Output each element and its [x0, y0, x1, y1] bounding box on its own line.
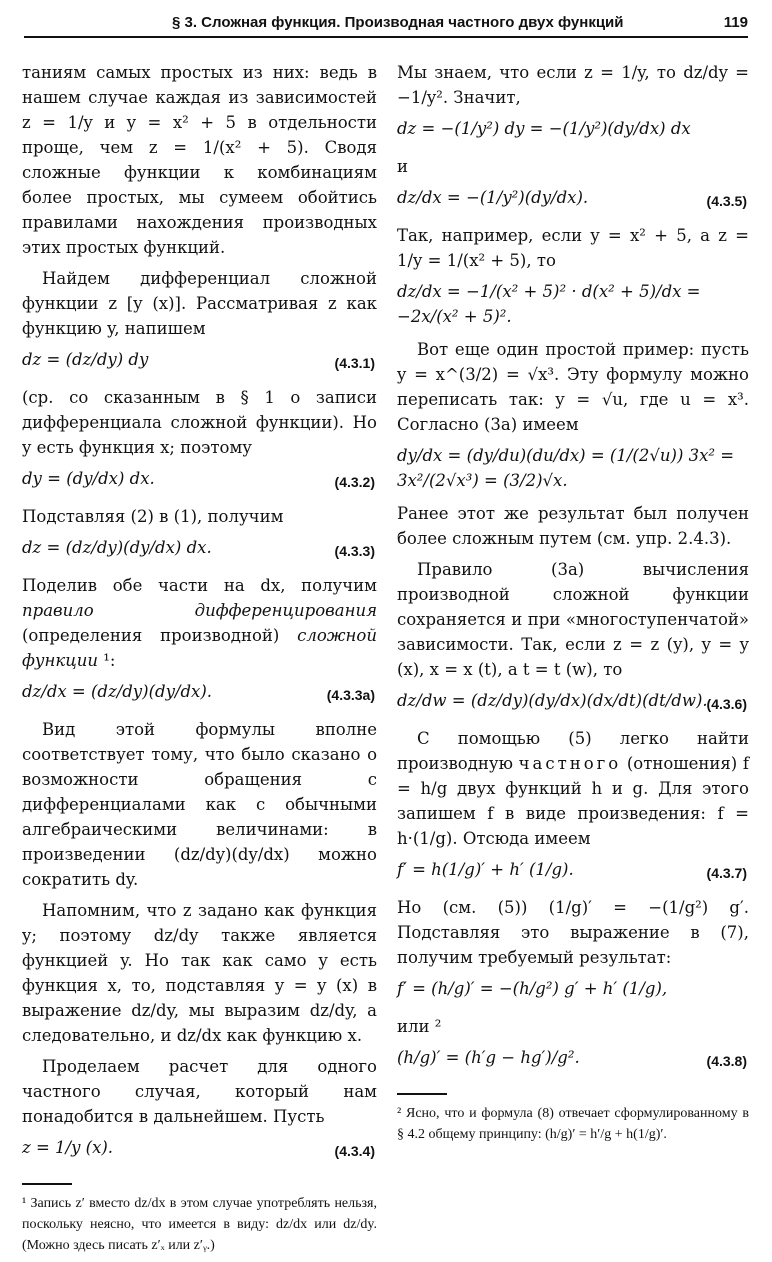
- equation-4-3-7: f′ = h(1/g)′ + h′ (1/g). (4.3.7): [397, 857, 749, 887]
- equation-4-3-4: z = 1/y (x). (4.3.4): [22, 1135, 377, 1165]
- paragraph: Мы знаем, что если z = 1/y, то dz/dy = −1/y². Значит,: [397, 63, 749, 107]
- paragraph: Вот еще один простой пример: пусть y = x^(3/2) = √x³. Эту формулу можно переписать так: y = √u, где u = x³. Согласно (3а) имеем: [397, 340, 749, 434]
- equation-4-3-5: dz/dx = −(1/y²)(dy/dx). (4.3.5): [397, 185, 749, 215]
- section-title: § 3. Сложная функция. Производная частного двух функций: [172, 14, 624, 31]
- equation: dy/dx = (dy/du)(du/dx) = (1/(2√u)) 3x² = 3x²/(2√x³) = (3/2)√x.: [397, 446, 735, 490]
- paragraph: Найдем дифференциал сложной функции z [y (x)]. Рассматривая z как функцию y, напишем: [22, 269, 377, 338]
- equation-4-3-8: (h/g)′ = (h′g − hg′)/g². (4.3.8): [397, 1045, 749, 1075]
- paragraph: таниям самых простых из них: ведь в нашем случае каждая из зависимостей z = 1/y и y = x² + 5 в отдельности проще, чем z = 1/(x² + 5). Сводя сложные функции к комбинациям более простых, мы сумеем обойтись правилами нахождения производных этих простых функций.: [22, 63, 377, 257]
- paragraph: (ср. со сказанным в § 1 о записи дифференциала сложной функции). Но y есть функция x; поэтому: [22, 388, 377, 457]
- paragraph: Так, например, если y = x² + 5, а z = 1/y = 1/(x² + 5), то: [397, 226, 749, 270]
- paragraph: или ²: [397, 1017, 442, 1036]
- footnote: ¹ Запись z′ вместо dz/dx в этом случае употреблять нельзя, поскольку неясно, что имеется в виду: dz/dx или dz/dy. (Можно здесь писать z′ₓ или z′ᵧ.): [22, 1196, 377, 1253]
- equation-4-3-2: dy = (dy/dx) dx. (4.3.2): [22, 466, 377, 496]
- equation: dz/dx = −1/(x² + 5)² · d(x² + 5)/dx = −2x/(x² + 5)².: [397, 282, 701, 326]
- paragraph: Правило (3а) вычисления производной сложной функции сохраняется и при «многоступенчатой» зависимости. Так, если z = z (y), y = y (x), x = x (t), а t = t (w), то: [397, 560, 749, 679]
- paragraph: Напомним, что z задано как функция y; поэтому dz/dy также является функцией y. Но так как само y есть функция x, то, подставляя y = y (x) в выражение dz/dy, мы выразим dz/dy, а следовательно, и dz/dx как функцию x.: [22, 901, 377, 1045]
- spaced-emphasis: частного: [518, 754, 622, 773]
- paragraph: Но (см. (5)) (1/g)′ = −(1/g²) g′. Подставляя это выражение в (7), получим требуемый результат:: [397, 898, 749, 967]
- equation: dz = −(1/y²) dy = −(1/y²)(dy/dx) dx: [397, 119, 691, 138]
- footnote-rule: [397, 1093, 447, 1095]
- equation-number: (4.3.6): [706, 696, 747, 712]
- emphasis: правило дифференцирования: [22, 601, 377, 620]
- equation-number: (4.3.3а): [326, 687, 375, 703]
- equation-4-3-3: dz = (dz/dy)(dy/dx) dx. (4.3.3): [22, 535, 377, 565]
- equation-number: (4.3.5): [706, 193, 747, 209]
- equation-4-3-1: dz = (dz/dy) dy (4.3.1): [22, 347, 377, 377]
- page-number: 119: [723, 14, 748, 31]
- paragraph: Поделив обе части на dx, получим правило дифференцирования (определения производной) сложной функции ¹:: [22, 576, 377, 670]
- footnote: ² Ясно, что и формула (8) отвечает сформулированному в § 4.2 общему принципу: (h/g)′ = h′/g + h(1/g)′.: [397, 1106, 749, 1142]
- equation: f′ = (h/g)′ = −(h/g²) g′ + h′ (1/g),: [397, 979, 668, 998]
- running-header: [24, 8, 748, 38]
- paragraph: Ранее этот же результат был получен более сложным путем (см. упр. 2.4.3).: [397, 504, 749, 548]
- paragraph: и: [397, 157, 408, 176]
- left-column: [22, 60, 377, 1262]
- emphasis: сложной функции: [22, 626, 377, 670]
- equation-number: (4.3.8): [706, 1053, 747, 1069]
- paragraph: Проделаем расчет для одного частного случая, который нам понадобится в дальнейшем. Пусть: [22, 1057, 377, 1126]
- paragraph: Вид этой формулы вполне соответствует тому, что было сказано о возможности обращения с дифференциалами как с обычными алгебраическими величинами: в произведении (dz/dy)(dy/dx) можно сократить dy.: [22, 720, 377, 889]
- paragraph: Подставляя (2) в (1), получим: [22, 507, 284, 526]
- equation-number: (4.3.1): [334, 355, 375, 371]
- footnote-rule: [22, 1183, 72, 1185]
- right-column: [397, 60, 749, 1151]
- equation-number: (4.3.4): [334, 1143, 375, 1159]
- equation-4-3-3a: dz/dx = (dz/dy)(dy/dx). (4.3.3а): [22, 679, 377, 709]
- equation-number: (4.3.2): [334, 474, 375, 490]
- equation-number: (4.3.3): [334, 543, 375, 559]
- paragraph: С помощью (5) легко найти производную частного (отношения) f = h/g двух функций h и g. Для этого запишем f в виде произведения: f = h·(1/g). Отсюда имеем: [397, 729, 749, 848]
- equation-number: (4.3.7): [706, 865, 747, 881]
- equation-4-3-6: dz/dw = (dz/dy)(dy/dx)(dx/dt)(dt/dw). (4.3.6): [397, 688, 749, 718]
